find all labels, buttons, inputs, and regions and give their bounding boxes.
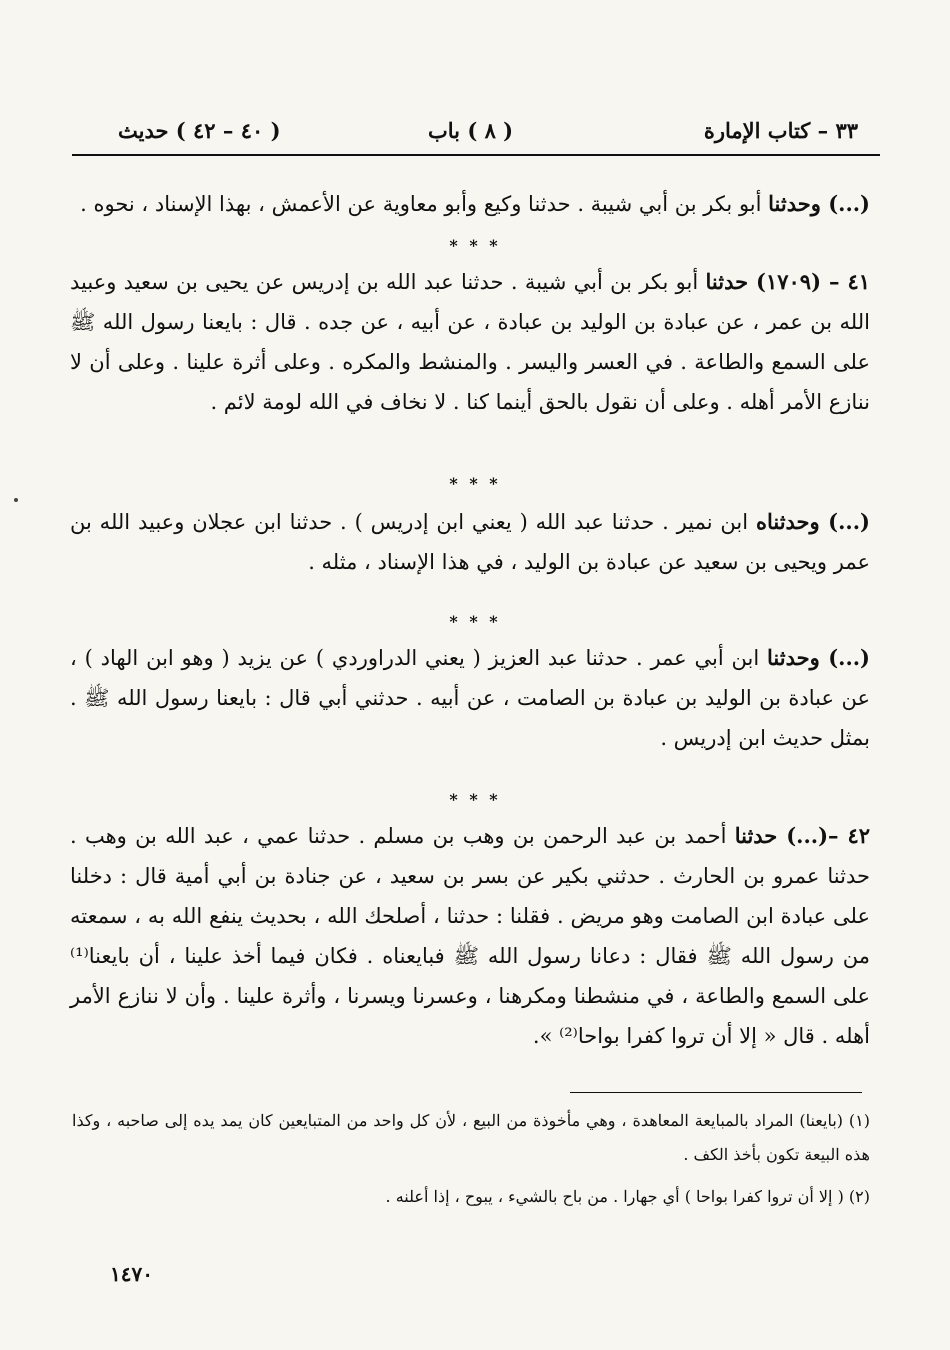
section-separator: * * * — [449, 236, 501, 255]
narration-lead: (...) وحدثنا — [767, 645, 870, 670]
footnote-rule — [570, 1092, 862, 1093]
hadith-text: أحمد بن عبد الرحمن بن وهب بن مسلم . حدثنا عمي ، عبد الله بن وهب . حدثنا عمرو بن الحارث . حدثني بكير عن بسر بن سعيد ، عن جنادة بن أبي أمية قال : دخلنا على عبادة ابن الصامت وهو مريض . فقلنا : حدثنا ، أصلحك الله ، بحديث ينفع الله به ، سمعته من رسول الله ﷺ فقال : دعانا رسول الله ﷺ فبايعناه . فكان فيما أخذ علينا ، أن بايعنا⁽¹⁾ على السمع والطاعة ، في منشطنا ومكرهنا ، وعسرنا ويسرنا ، وأثرة علينا . وأن لا ننازع الأمر أهله . قال « إلا أن تروا كفرا بواحا⁽²⁾ ». — [70, 824, 870, 1048]
hadith-paragraph — [70, 502, 870, 582]
hadith-text: ابن نمير . حدثنا عبد الله ( يعني ابن إدريس ) . حدثنا ابن عجلان وعبيد الله بن عمر ويحيى بن سعيد عن عبادة بن الوليد ، في هذا الإسناد ، مثله . — [70, 510, 870, 574]
hadith-paragraph — [70, 184, 870, 224]
running-header-hadith-range: ( ٤٠ – ٤٢ ) حديث — [118, 118, 281, 143]
narration-lead: ٤١ – (١٧٠٩) حدثنا — [705, 269, 870, 294]
header-rule — [72, 154, 880, 156]
hadith-text: أبو بكر بن أبي شيبة . حدثنا عبد الله بن إدريس عن يحيى بن سعيد وعبيد الله بن عمر ، عن عبادة بن الوليد بن عبادة ، عن أبيه ، عن جده . قال : بايعنا رسول الله ﷺ على السمع والطاعة . في العسر واليسر . والمنشط والمكره . وعلى أثرة علينا . وعلى أن لا ننازع الأمر أهله . وعلى أن نقول بالحق أينما كنا . لا نخاف في الله لومة لائم . — [70, 270, 870, 414]
footnote-text: (٢) ( إلا أن تروا كفرا بواحا ) أي جهارا . من باح بالشيء ، يبوح ، إذا أعلنه . — [385, 1187, 870, 1206]
hadith-paragraph — [70, 638, 870, 758]
narration-lead: (...) وحدثنا — [768, 191, 870, 216]
running-header-book: ٣٣ – كتاب الإمارة — [703, 118, 858, 143]
footnote-2 — [72, 1180, 870, 1214]
page-number: ١٤٧٠ — [110, 1262, 153, 1286]
hadith-paragraph — [70, 262, 870, 422]
narration-lead: (...) وحدثناه — [755, 509, 870, 534]
section-separator: * * * — [449, 612, 501, 631]
footnote-1 — [72, 1104, 870, 1172]
running-header-chapter: ( ٨ ) باب — [428, 118, 514, 143]
section-separator: * * * — [449, 474, 501, 493]
footnote-text: (١) (بايعنا) المراد بالمبايعة المعاهدة ، وهي مأخوذة من البيع ، لأن كل واحد من المتبايعين كان يمد يده إلى صاحبه ، وكذا هذه البيعة تكون بأخذ الكف . — [72, 1111, 871, 1164]
hadith-text: ابن أبي عمر . حدثنا عبد العزيز ( يعني الدراوردي ) عن يزيد ( وهو ابن الهاد ) ، عن عبادة بن الوليد بن عبادة بن الصامت ، عن أبيه . حدثني أبي قال : بايعنا رسول الله ﷺ . بمثل حديث ابن إدريس . — [70, 646, 870, 750]
scan-speck — [14, 498, 18, 502]
section-separator: * * * — [449, 790, 501, 809]
hadith-text: أبو بكر بن أبي شيبة . حدثنا وكيع وأبو معاوية عن الأعمش ، بهذا الإسناد ، نحوه . — [80, 192, 762, 216]
narration-lead: ٤٢ –(...) حدثنا — [734, 823, 870, 848]
hadith-paragraph — [70, 816, 870, 1056]
